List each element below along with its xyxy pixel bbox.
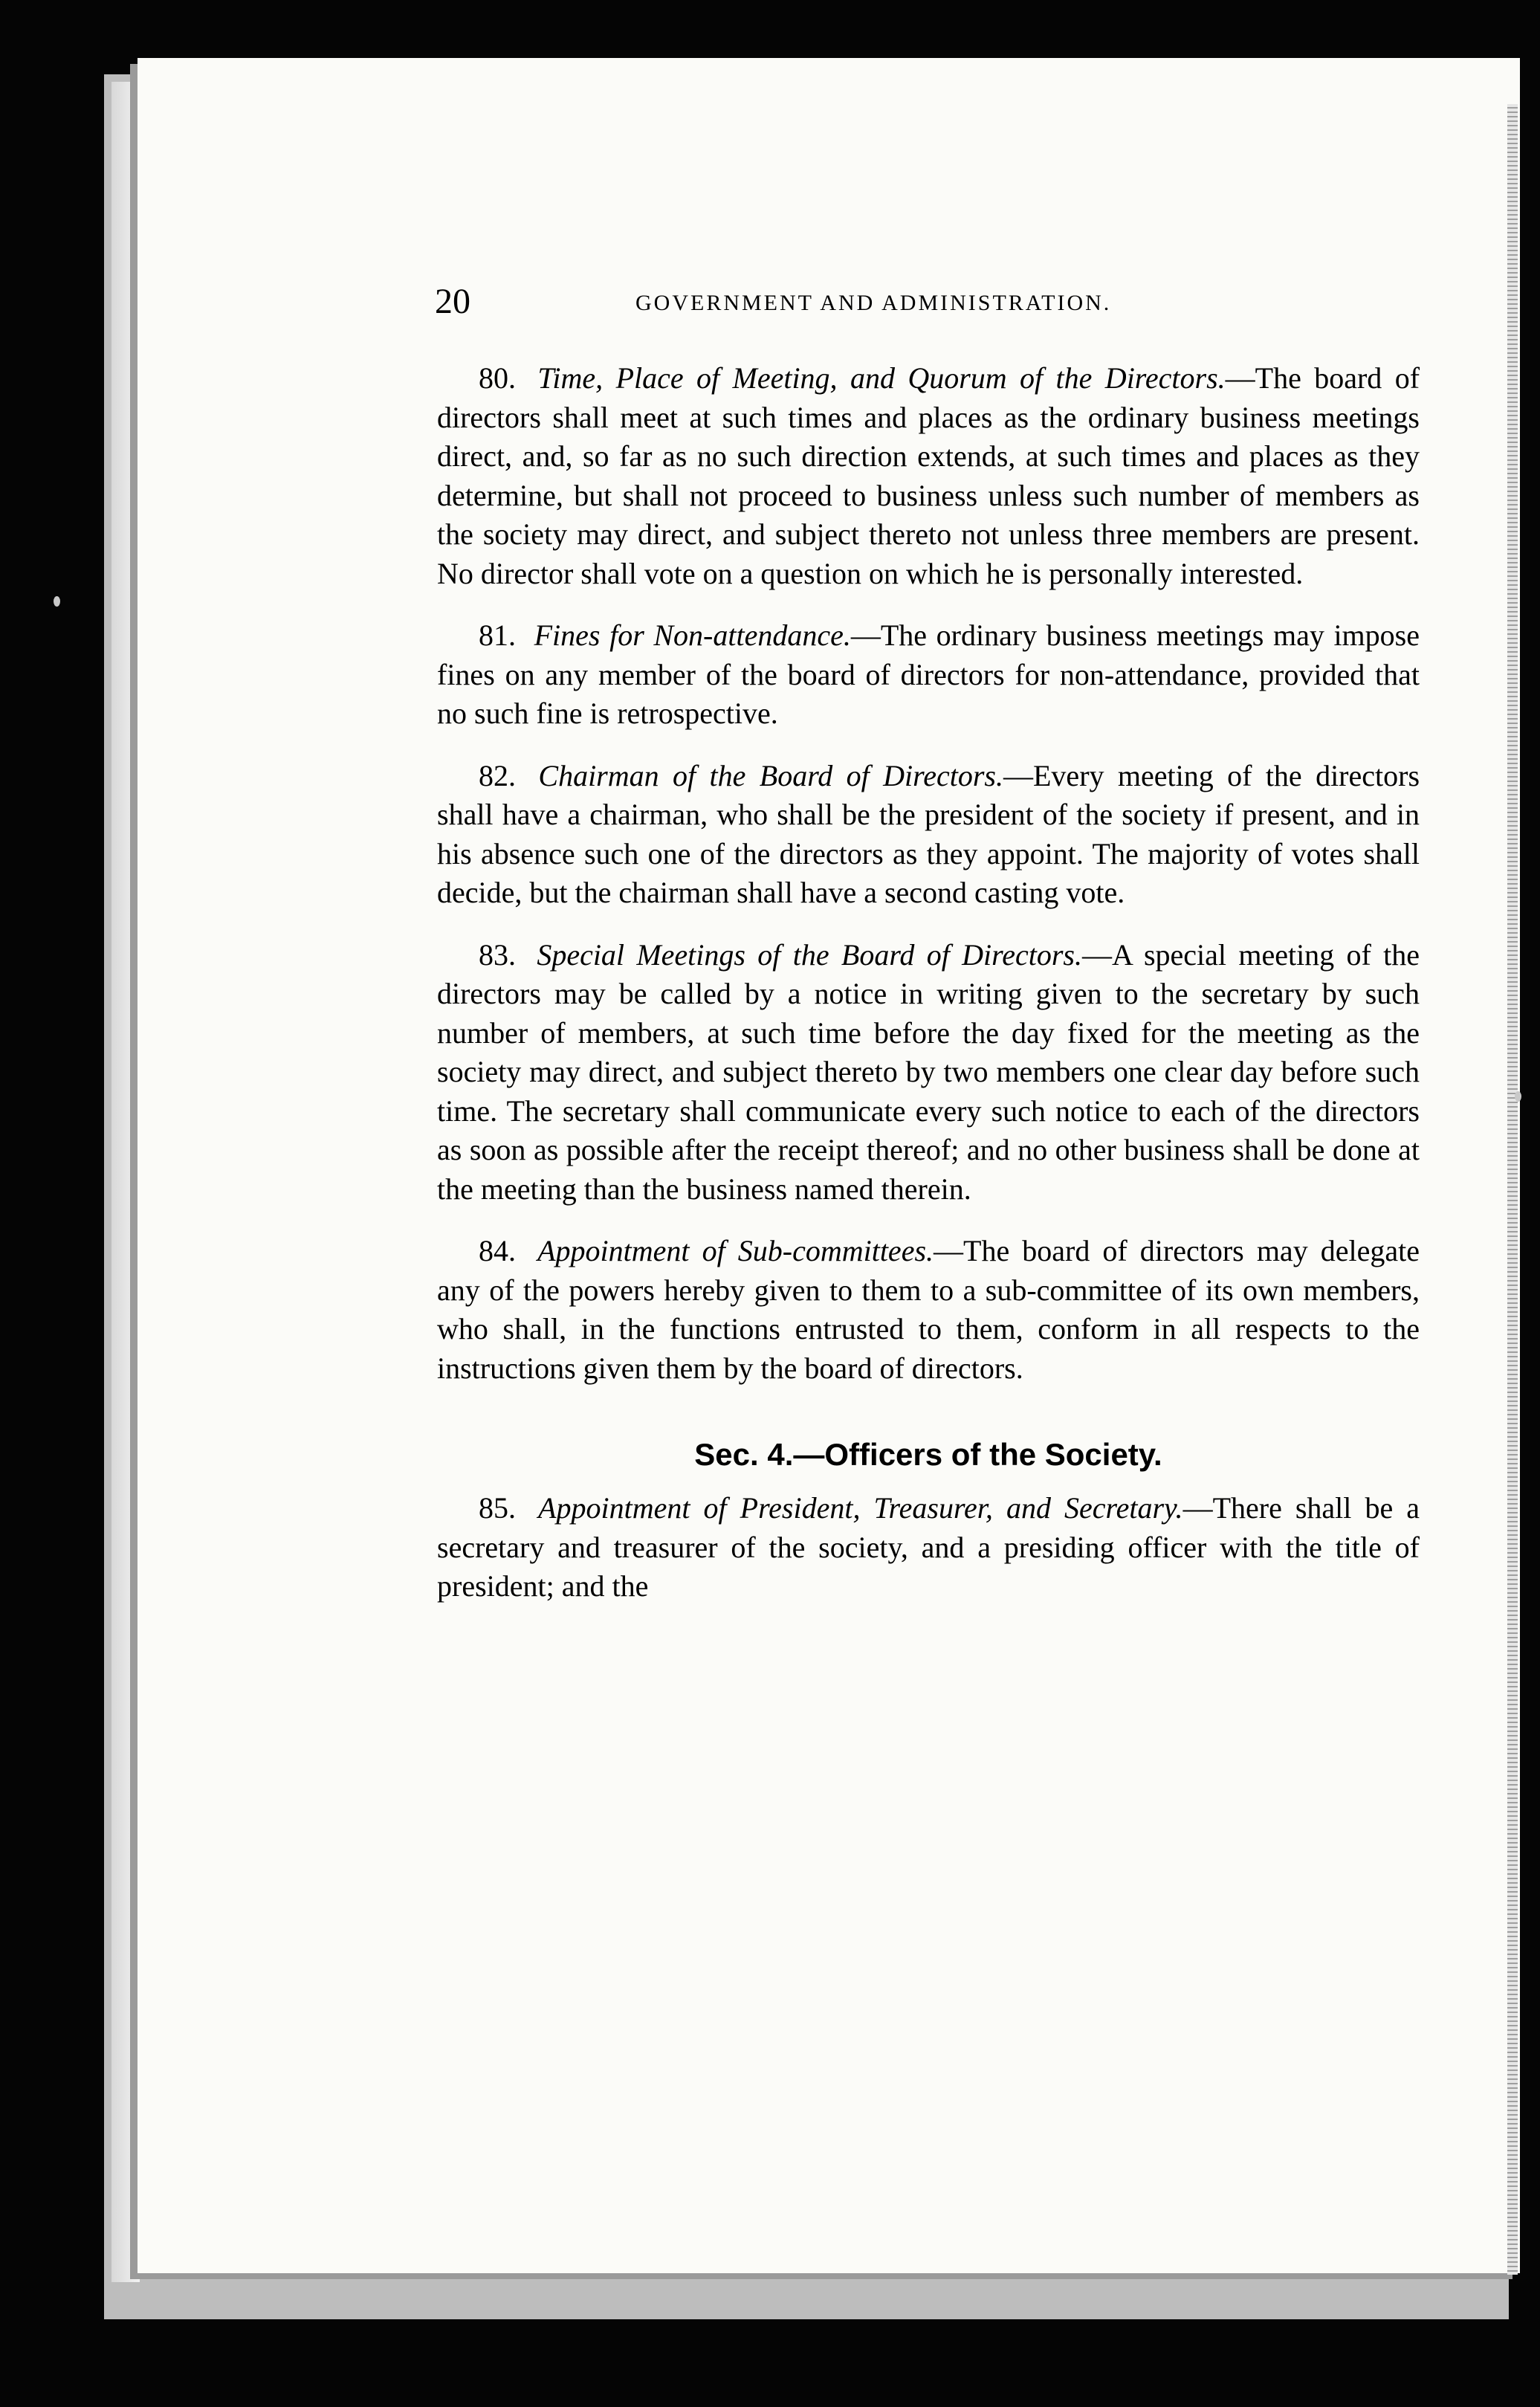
- paragraph-body: —A special meeting of the directors may be called by a notice in writing given to the secretary by such number of members, at such time before the day fixed for the meeting as the society may direct, and subject thereto by two members one clear day before such time. The secretary shall communicate every such notice to each of the directors as soon as possible after the receipt thereof; and no other business shall be done at the meeting than the business named therein.: [437, 937, 1420, 1206]
- paragraph-82: [437, 757, 1420, 913]
- running-title: GOVERNMENT AND ADMINISTRATION.: [635, 291, 1112, 315]
- paragraph-number: 82.: [479, 758, 516, 792]
- paragraph-83: [437, 936, 1420, 1209]
- paragraph-title: Appointment of President, Treasurer, and Secretary.: [538, 1491, 1183, 1525]
- paragraph-number: 84.: [479, 1234, 516, 1267]
- section-heading: Sec. 4.—Officers of the Society.: [694, 1437, 1162, 1472]
- paragraph-number: 81.: [479, 618, 516, 652]
- page-text: [437, 359, 1420, 1629]
- paragraph-number: 80.: [479, 361, 516, 395]
- paragraph-body: —The ordinary business meetings may impose fines on any member of the board of directors for non-attendance, provided that no such fine is retrospective.: [437, 618, 1420, 730]
- page-right-edge: [1507, 104, 1518, 2275]
- page-header: [435, 281, 1420, 326]
- paragraph-body: —Every meeting of the directors shall have a chairman, who shall be the president of the society if present, and in his absence such one of the directors as they appoint. The majority of votes shall decide, but the chairman shall have a second casting vote.: [437, 758, 1420, 909]
- paragraph-number: 85.: [479, 1491, 516, 1525]
- paragraph-title: Special Meetings of the Board of Directors.: [537, 937, 1082, 972]
- page-left-edge: [111, 82, 140, 2282]
- paragraph-85: [437, 1489, 1420, 1606]
- paragraph-number: 83.: [479, 937, 516, 972]
- paragraph-body: —The board of directors shall meet at such times and places as the ordinary business meetings direct, and, so far as no such direction extends, at such times and places as they determine, but shall not proceed to business unless such number of members as the society may direct, and subject thereto not unless three members are present. No director shall vote on a question on which he is personally interested.: [437, 361, 1420, 590]
- paragraph-title: Time, Place of Meeting, and Quorum of the Directors.: [537, 361, 1226, 395]
- page-number: 20: [435, 282, 470, 321]
- paragraph-title: Appointment of Sub-committees.: [537, 1234, 934, 1267]
- paragraph-84: [437, 1232, 1420, 1388]
- scan-speck: [54, 596, 60, 607]
- paragraph-title: Fines for Non-attendance.: [534, 618, 851, 652]
- scan-speck: [1515, 1091, 1521, 1102]
- paragraph-81: [437, 616, 1420, 734]
- paragraph-80: [437, 359, 1420, 593]
- paragraph-body: —The board of directors may delegate any of the powers hereby given to them to a sub-committee of its own members, who shall, in the functions entrusted to them, conform in all respects to the instructions given them by the board of directors.: [437, 1234, 1420, 1385]
- paragraph-body: —There shall be a secretary and treasurer of the society, and a presiding officer with the title of president; and the: [437, 1491, 1420, 1603]
- paragraph-title: Chairman of the Board of Directors.: [538, 758, 1003, 792]
